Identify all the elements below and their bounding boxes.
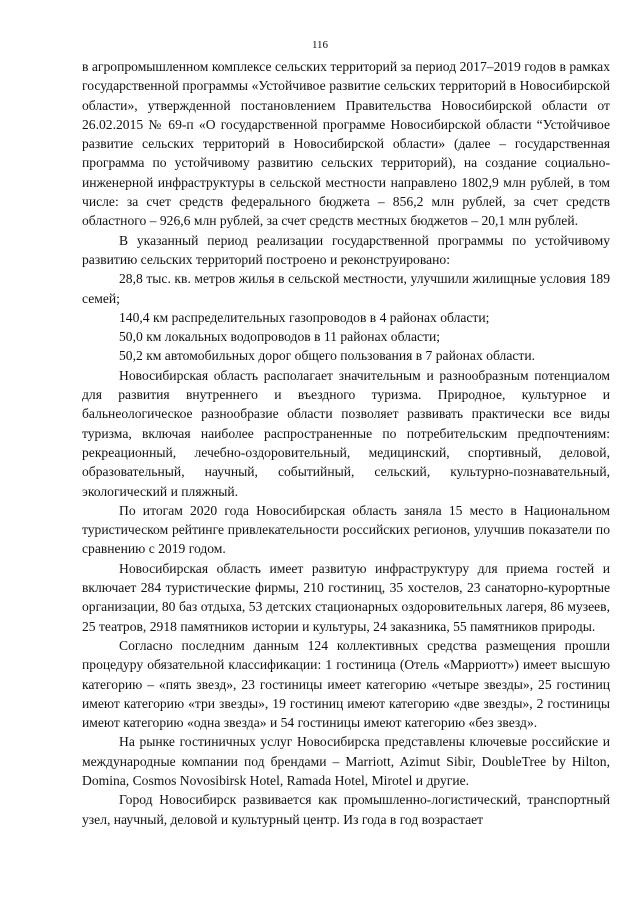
- paragraph-infrastructure: Новосибирская область имеет развитую инфраструктуру для приема гостей и включает 284 туристические фирмы, 210 гостиниц, 35 хостелов, 23 санаторно-курортные организации, 80 баз отдыха, 53 детских стационарных оздоровительных лагеря, 86 музеев, 25 театров, 2918 памятников истории и культуры, 24 заказника, 55 памятников природы.: [82, 560, 610, 634]
- paragraph-tourism-rating: По итогам 2020 года Новосибирская область заняла 15 место в Национальном туристическом рейтинге привлекательности российских регионов, улучшив показатели по сравнению с 2019 годом.: [82, 502, 610, 557]
- paragraph-hotel-brands: На рынке гостиничных услуг Новосибирска представлены ключевые российские и международные компании под брендами – Marriott, Azimut Sibir, DoubleTree by Hilton, Domina, Cosmos Novosibirsk Hotel, Ramada Hotel, Mirotel и другие.: [82, 734, 610, 788]
- paragraph-water-pipelines: 50,0 км локальных водопроводов в 11 районах области;: [119, 329, 441, 345]
- paragraph-program-results-intro: В указанный период реализации государственной программы по устойчивому развитию сельских территорий построено и реконструировано:: [82, 232, 610, 267]
- paragraph-funding: в агропромышленном комплексе сельских территорий за период 2017–2019 годов в рамках государственной программы «Устойчивое развитие сельских территорий в Новосибирской области», утвержденной постановлением Правительства Новосибирской области от 26.02.2015 № 69-п «О государственной программе Новосибирской области “Устойчивое развитие сельских территорий в Новосибирской области» (далее – государственная программа по устойчивому развитию сельских территорий), на создание социально-инженерной инфраструктуры в сельской местности направлено 1802,9 млн рублей, в том числе: за счет средств федерального бюджета – 856,2 млн рублей, за счет средств областного – 926,6 млн рублей, за счет средств местных бюджетов – 20,1 млн рублей.: [82, 59, 610, 229]
- paragraph-gas-pipelines: 140,4 км распределительных газопроводов в 4 районах области;: [119, 309, 490, 325]
- page-number: 116: [311, 39, 329, 51]
- paragraph-tourism-potential: Новосибирская область располагает значительным и разнообразным потенциалом для развития внутреннего и въездного туризма. Природное, культурное и бальнеологическое разнообразие области позволяет развивать практически все виды туризма, включая наиболее распространенные по потребительским предпочтениям: рекреационный, лечебно-оздоровительный, медицинский, спортивный, деловой, образовательный, научный, событийный, сельский, культурно-познавательный, экологический и пляжный.: [82, 367, 610, 499]
- paragraph-roads: 50,2 км автомобильных дорог общего пользования в 7 районах области.: [119, 348, 536, 364]
- paragraph-hotel-classification: Согласно последним данным 124 коллективных средства размещения прошли процедуру обязательной классификации: 1 гостиница (Отель «Марриотт») имеет высшую категорию – «пять звезд», 23 гостиницы имеет категорию «четыре звезды», 25 гостиниц имеют категорию «три звезды», 19 гостиниц имеют категорию «две звезды», 2 гостиницы имеют категорию «одна звезда» и 54 гостиницы имеют категорию «без звезд».: [82, 637, 610, 731]
- paragraph-city-development: Город Новосибирск развивается как промышленно-логистический, транспортный узел, научный, деловой и культурный центр. Из года в год возрастает: [82, 792, 610, 827]
- paragraph-housing: 28,8 тыс. кв. метров жилья в сельской местности, улучшили жилищные условия 189 семей;: [82, 271, 610, 306]
- document-body: [82, 57, 610, 829]
